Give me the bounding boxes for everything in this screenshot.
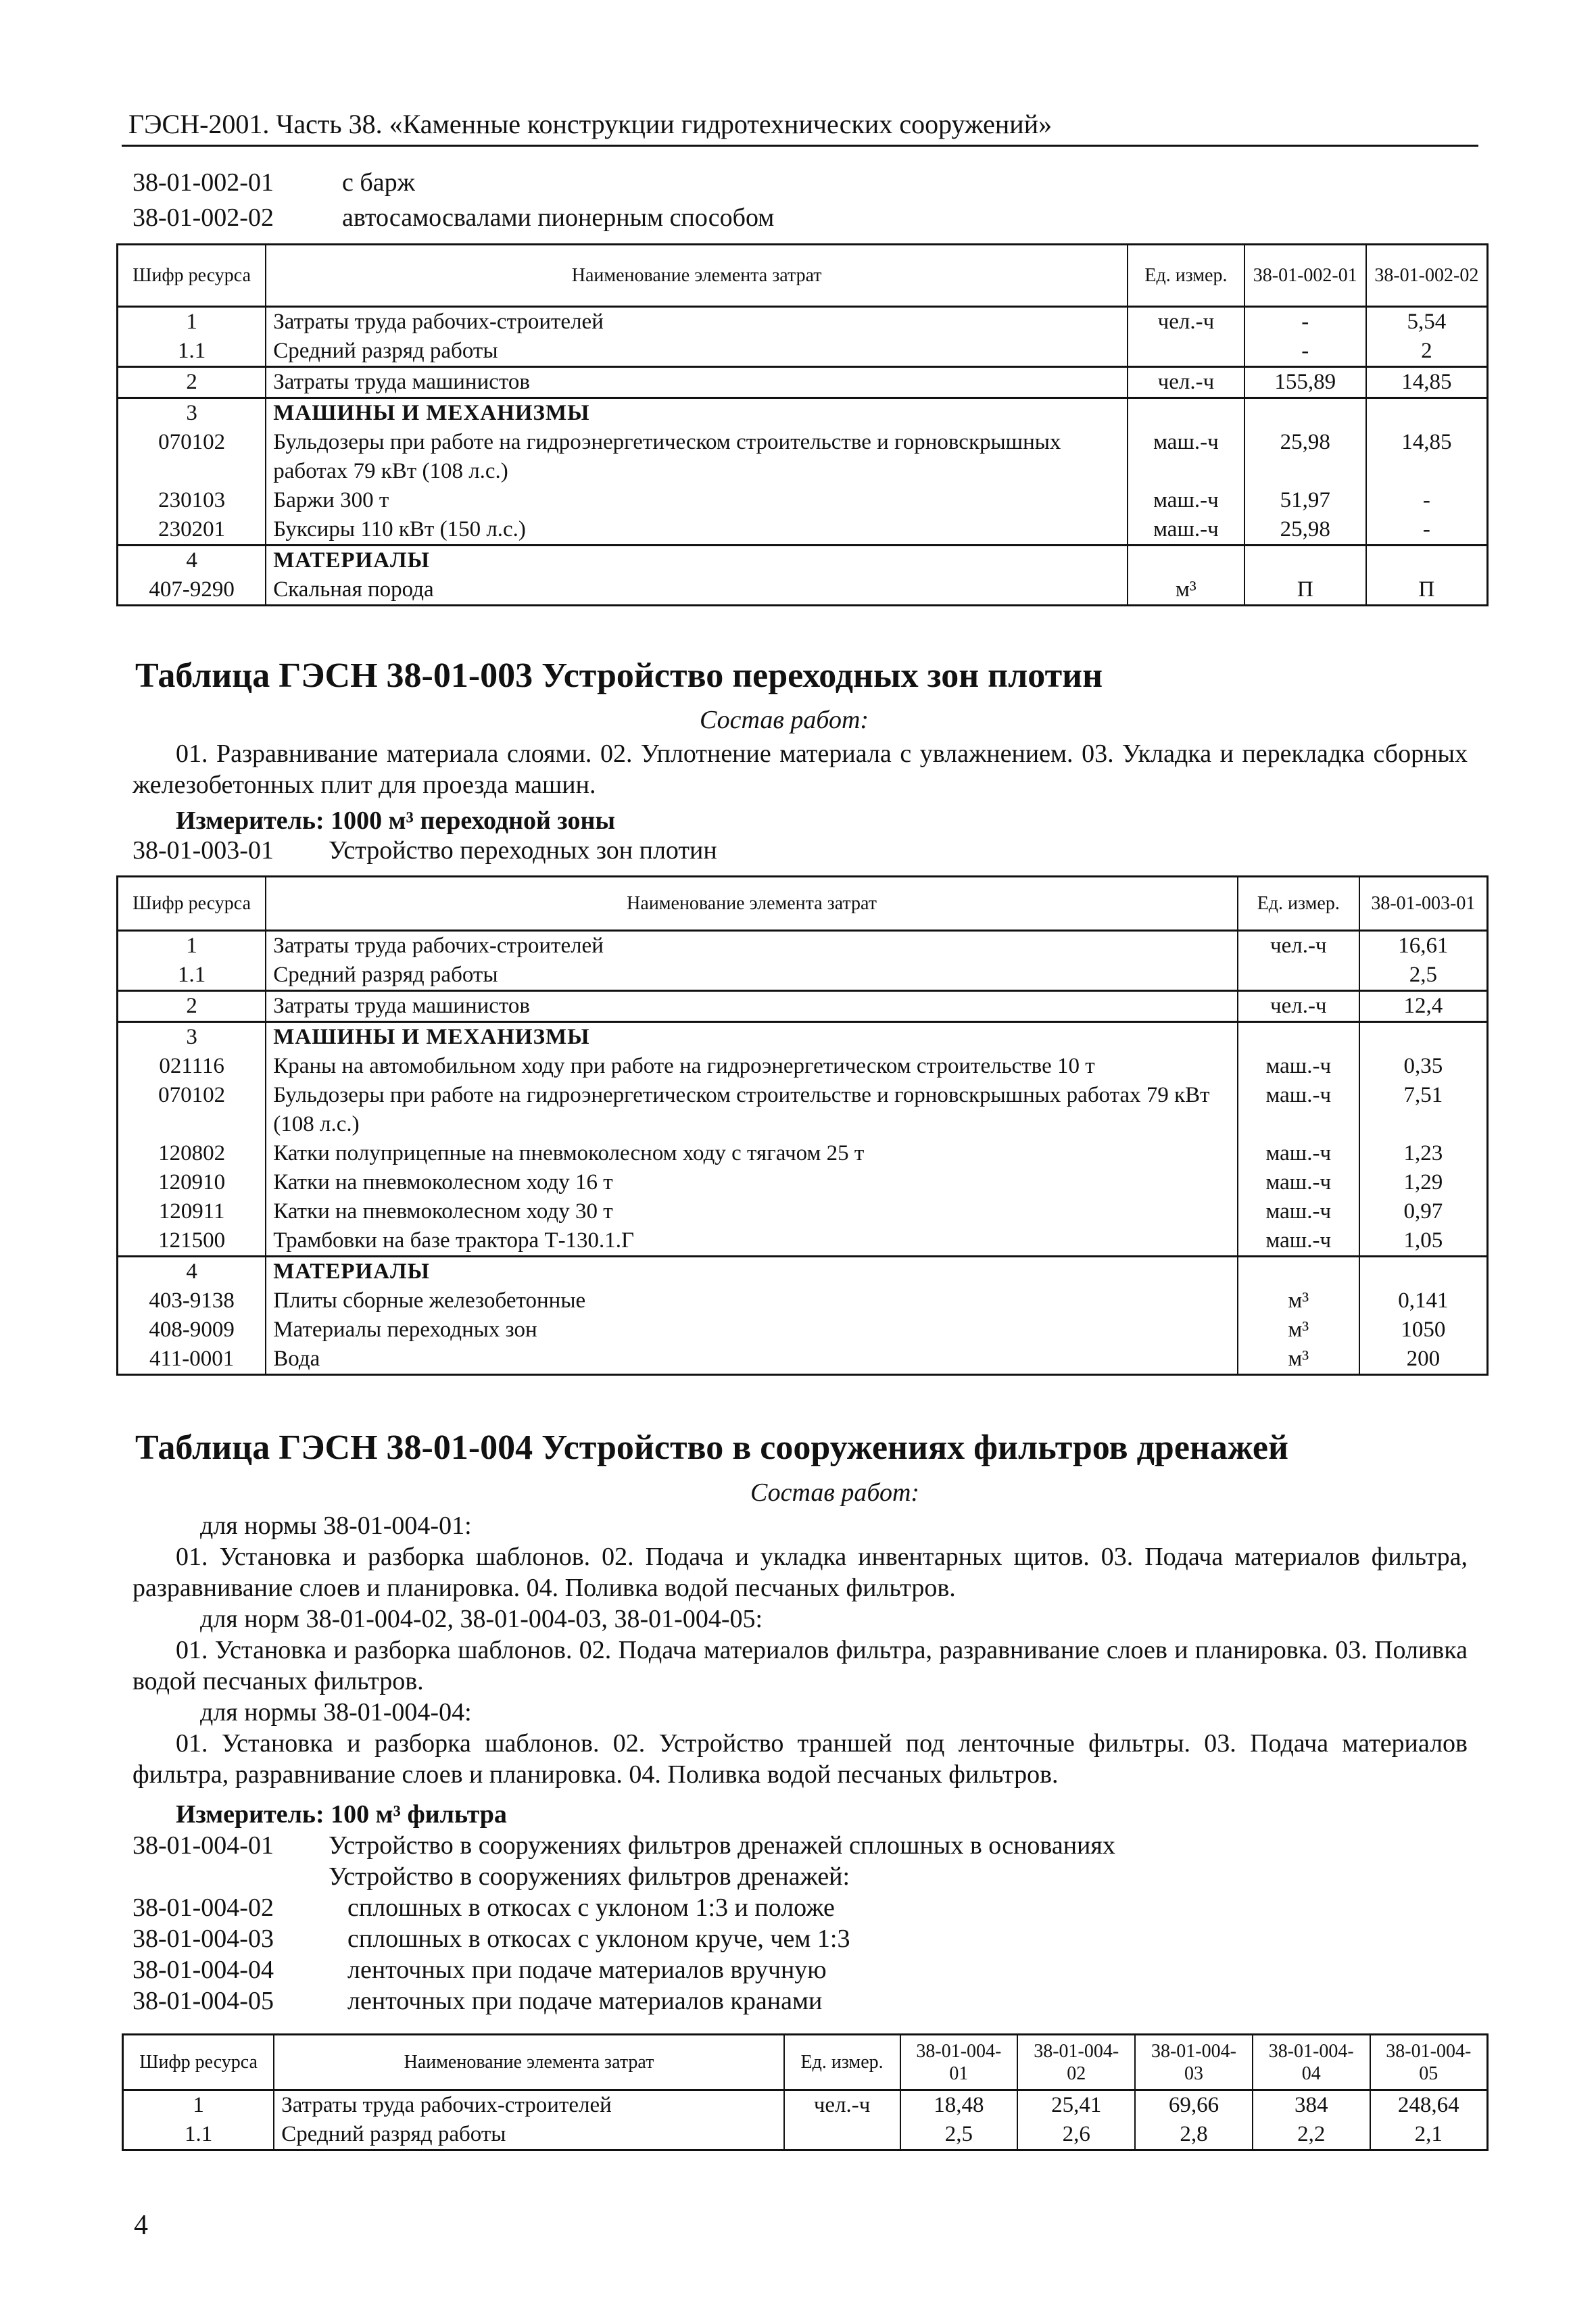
- header-code: Шифр ресурса: [123, 2035, 274, 2090]
- variant-row: 38-01-002-02 автосамосвалами пионерным способом: [132, 203, 775, 232]
- table-row: 1 Затраты труда рабочих-строителей чел.-ч 18,48 25,41 69,66 384 248,64: [123, 2090, 1488, 2121]
- header-rule: [122, 145, 1478, 147]
- header-norm-col: 38-01-004-04: [1253, 2035, 1370, 2090]
- header-unit: Ед. измер.: [784, 2035, 900, 2090]
- table-row: 408-9009 Материалы переходных зон м³ 1050: [118, 1316, 1488, 1345]
- variant-row: 38-01-004-01 Устройство в сооружениях фильтров дренажей сплошных в основаниях: [132, 1831, 1115, 1860]
- page-number: 4: [134, 2210, 148, 2241]
- variant-row: 38-01-003-01 Устройство переходных зон плотин: [132, 836, 717, 865]
- section-row: 3 МАШИНЫ И МЕХАНИЗМЫ: [118, 1022, 1488, 1053]
- table-row: 070102 Бульдозеры при работе на гидроэнергетическом строительстве и горновскрышных работах 79 кВт (108 л.с.) маш.-ч 7,51: [118, 1081, 1488, 1139]
- table-row: 2 Затраты труда машинистов чел.-ч 12,4: [118, 991, 1488, 1022]
- header-unit: Ед. измер.: [1128, 245, 1244, 307]
- table-row: 070102 Бульдозеры при работе на гидроэнергетическом строительстве и горновскрышных работах 79 кВт (108 л.с.) маш.-ч 25,98 14,85: [118, 428, 1488, 486]
- header-code: Шифр ресурса: [118, 245, 266, 307]
- header-code: Шифр ресурса: [118, 877, 266, 931]
- variant-row: 38-01-004-02 сплошных в откосах с уклоном 1:3 и положе: [132, 1893, 835, 1922]
- variant-row: 38-01-004-05 ленточных при подаче материалов кранами: [132, 1987, 823, 2015]
- table-row: 403-9138 Плиты сборные железобетонные м³ 0,141: [118, 1286, 1488, 1316]
- table-row: 021116 Краны на автомобильном ходу при работе на гидроэнергетическом строительстве 10 т маш.-ч 0,35: [118, 1052, 1488, 1081]
- variant-row: 38-01-004-04 ленточных при подаче материалов вручную: [132, 1956, 827, 1984]
- running-header: ГЭСН-2001. Часть 38. «Каменные конструкции гидротехнических сооружений»: [128, 109, 1053, 139]
- section-row: 4 МАТЕРИАЛЫ: [118, 1257, 1488, 1287]
- table-title-003: Таблица ГЭСН 38-01-003 Устройство переходных зон плотин: [135, 656, 1103, 695]
- header-name: Наименование элемента затрат: [266, 245, 1128, 307]
- variant-row: 38-01-002-01 с барж: [132, 168, 415, 197]
- variant-list-003: [132, 836, 717, 871]
- variant-list-004: [132, 1831, 1115, 2017]
- header-norm-col: 38-01-003-01: [1359, 877, 1488, 931]
- table-title-004: Таблица ГЭСН 38-01-004 Устройство в сооружениях фильтров дренажей: [135, 1428, 1288, 1467]
- work-composition-label: Состав работ:: [700, 706, 869, 734]
- header-norm-col: 38-01-004-01: [900, 2035, 1018, 2090]
- resource-table-002: [116, 243, 1489, 606]
- variant-row: 38-01-004-03 сплошных в откосах с уклоном круче, чем 1:3: [132, 1925, 850, 1953]
- work-composition-label: Состав работ:: [750, 1478, 920, 1507]
- header-name: Наименование элемента затрат: [274, 2035, 784, 2090]
- table-row: 1 Затраты труда рабочих-строителей чел.-ч - 5,54: [118, 307, 1488, 337]
- work-composition-text: для нормы 38-01-004-01: 01. Установка и разборка шаблонов. 02. Подача и укладка инвентарных щитов. 03. Подача материалов фильтра, разравнивание слоев и планировка. 04. Поливка водой песчаных фильтров. для норм 38-01-004-02, 38-01-004-03, 38-01-004-05: 01. Установка и разборка шаблонов. 02. Подача материалов фильтра, разравнивание слоев и планировка. 03. Поливка водой песчаных фильтров. для нормы 38-01-004-04: 01. Установка и разборка шаблонов. 02. Устройство траншей под ленточные фильтры. 03. Подача материалов фильтра, разравнивание слоев и планировка. 04. Поливка водой песчаных фильтров.: [132, 1512, 1468, 1789]
- table-row: 411-0001 Вода м³ 200: [118, 1345, 1488, 1375]
- table-row: 120911 Катки на пневмоколесном ходу 30 т маш.-ч 0,97: [118, 1197, 1488, 1226]
- table-row: 120802 Катки полуприцепные на пневмоколесном ходу с тягачом 25 т маш.-ч 1,23: [118, 1139, 1488, 1168]
- table-row: 2 Затраты труда машинистов чел.-ч 155,89 14,85: [118, 367, 1488, 398]
- table-row: 1.1 Средний разряд работы 2,5: [118, 961, 1488, 991]
- variant-subheading: Устройство в сооружениях фильтров дренажей:: [329, 1862, 850, 1891]
- measure-unit: Измеритель: 100 м³ фильтра: [176, 1800, 507, 1829]
- table-row: 407-9290 Скальная порода м³ П П: [118, 575, 1488, 606]
- header-norm-col: 38-01-004-03: [1135, 2035, 1253, 2090]
- section-row: 3 МАШИНЫ И МЕХАНИЗМЫ: [118, 398, 1488, 429]
- measure-unit: Измеритель: 1000 м³ переходной зоны: [176, 806, 616, 835]
- table-row: 1.1 Средний разряд работы - 2: [118, 337, 1488, 367]
- table-row: 1.1 Средний разряд работы 2,5 2,6 2,8 2,2 2,1: [123, 2120, 1488, 2150]
- table-row: 230201 Буксиры 110 кВт (150 л.с.) маш.-ч 25,98 -: [118, 515, 1488, 546]
- resource-table-004: [122, 2033, 1489, 2151]
- header-norm-col: 38-01-004-05: [1370, 2035, 1488, 2090]
- header-norm-col: 38-01-002-01: [1244, 245, 1366, 307]
- variant-list-002: [132, 168, 774, 238]
- header-unit: Ед. измер.: [1238, 877, 1359, 931]
- resource-table-003: [116, 875, 1489, 1376]
- header-name: Наименование элемента затрат: [266, 877, 1238, 931]
- table-row: 120910 Катки на пневмоколесном ходу 16 т маш.-ч 1,29: [118, 1168, 1488, 1197]
- header-norm-col: 38-01-004-02: [1017, 2035, 1135, 2090]
- table-row: 230103 Баржи 300 т маш.-ч 51,97 -: [118, 486, 1488, 515]
- section-row: 4 МАТЕРИАЛЫ: [118, 546, 1488, 576]
- work-composition-text: 01. Разравнивание материала слоями. 02. Уплотнение материала с увлажнением. 03. Укладка и перекладка сборных железобетонных плит для проезда машин.: [132, 740, 1468, 799]
- table-row: 1 Затраты труда рабочих-строителей чел.-ч 16,61: [118, 931, 1488, 961]
- header-norm-col: 38-01-002-02: [1366, 245, 1488, 307]
- table-row: 121500 Трамбовки на базе трактора Т-130.1.Г маш.-ч 1,05: [118, 1226, 1488, 1257]
